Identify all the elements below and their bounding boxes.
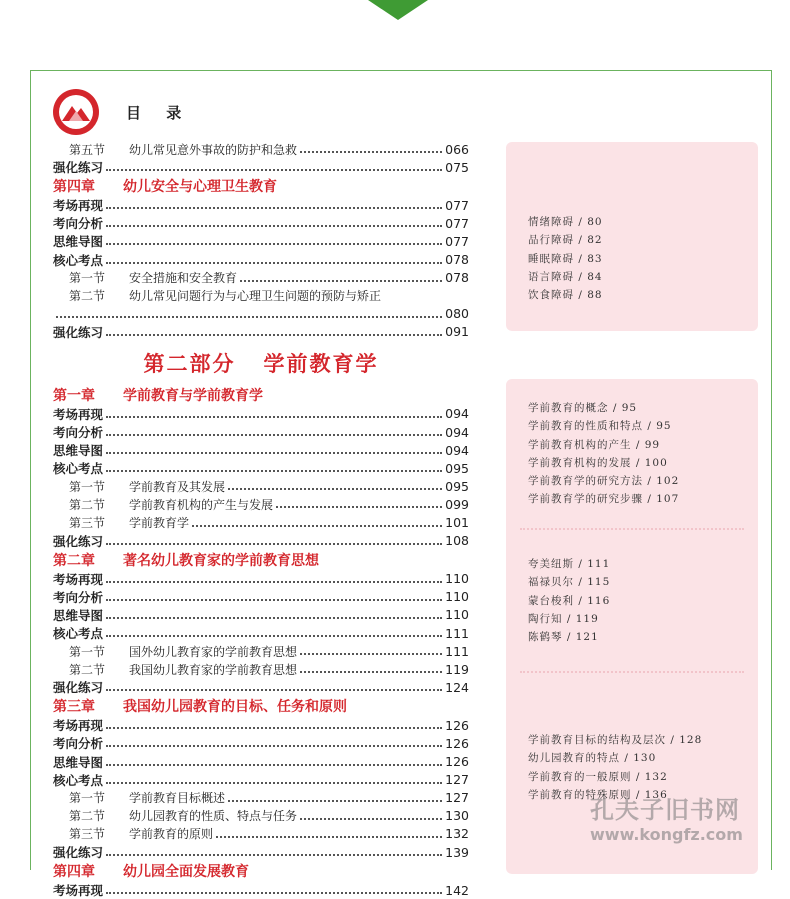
leader-dots: [228, 488, 442, 490]
section-number: 第一节: [69, 791, 106, 806]
divider: [520, 528, 744, 530]
leader-dots: [300, 653, 442, 655]
knowledge-point: 学前教育的一般原则 / 132: [528, 770, 668, 783]
page-number: 094: [445, 406, 469, 422]
knowledge-list: [528, 213, 603, 304]
toc-item[interactable]: [53, 459, 469, 477]
section-title: 幼儿常见意外事故的防护和急救: [129, 142, 298, 157]
section-title: 安全措施和安全教育: [129, 271, 238, 286]
toc-section[interactable]: [53, 287, 469, 305]
section-title: 幼儿园教育的性质、特点与任务: [129, 809, 298, 824]
page-number: 094: [445, 442, 469, 458]
leader-dots: [106, 470, 442, 472]
page-number: 111: [445, 625, 469, 641]
toc-chapter[interactable]: [53, 176, 469, 196]
page-number: 124: [445, 679, 469, 695]
page-number: 111: [445, 643, 469, 659]
toc-chapter[interactable]: [53, 696, 469, 716]
toc-item[interactable]: [53, 532, 469, 550]
page-number: 110: [445, 607, 469, 623]
toc-continuation[interactable]: [53, 305, 469, 323]
leader-dots: [240, 280, 442, 282]
leader-dots: [106, 581, 442, 583]
item-title: 强化练习: [53, 533, 104, 549]
knowledge-point: 陶行知 / 119: [528, 612, 599, 625]
page-number: 078: [445, 252, 469, 268]
toc-list: [53, 140, 469, 899]
chapter-number: 第四章: [53, 179, 95, 196]
item-title: 强化练习: [53, 160, 104, 176]
toc-item[interactable]: [53, 423, 469, 441]
knowledge-point: 情绪障碍 / 80: [528, 216, 603, 228]
chapter-title: 著名幼儿教育家的学前教育思想: [123, 552, 319, 569]
chapter-title: 学前教育与学前教育学: [123, 387, 263, 404]
page-number: 108: [445, 533, 469, 549]
leader-dots: [106, 434, 442, 436]
section-title: 学前教育及其发展: [129, 479, 226, 494]
item-title: 强化练习: [53, 324, 104, 340]
chapter-title: 我国幼儿园教育的目标、任务和原则: [123, 699, 347, 716]
leader-dots: [106, 262, 442, 264]
section-number: 第一节: [69, 644, 106, 659]
toc-item[interactable]: [53, 734, 469, 752]
leader-dots: [106, 207, 442, 209]
toc-item[interactable]: [53, 250, 469, 268]
toc-section[interactable]: [53, 477, 469, 495]
item-title: 考场再现: [53, 883, 104, 899]
part-number: 第二部分: [143, 351, 236, 376]
toc-item[interactable]: [53, 588, 469, 606]
toc-item[interactable]: [53, 214, 469, 232]
item-title: 考向分析: [53, 425, 104, 441]
toc-chapter[interactable]: [53, 385, 469, 405]
page-number: 095: [445, 460, 469, 476]
watermark-url: www.kongfz.com: [590, 825, 743, 844]
toc-item[interactable]: [53, 405, 469, 423]
page-number: 066: [445, 141, 469, 157]
knowledge-point: 饮食障碍 / 88: [528, 289, 603, 302]
item-title: 核心考点: [53, 461, 104, 477]
page-number: 094: [445, 424, 469, 440]
leader-dots: [106, 617, 442, 619]
section-number: 第一节: [69, 271, 106, 286]
knowledge-point: 学前教育的性质和特点 / 95: [528, 420, 672, 433]
page-number: 099: [445, 496, 469, 512]
leader-dots: [56, 316, 442, 318]
leader-dots: [106, 764, 442, 766]
section-title: 学前教育机构的产生与发展: [129, 497, 274, 512]
item-title: 核心考点: [53, 252, 104, 268]
toc-item[interactable]: [53, 158, 469, 176]
section-number: 第二节: [69, 497, 106, 512]
toc-section[interactable]: [53, 807, 469, 825]
chapter-title: 幼儿安全与心理卫生教育: [123, 179, 277, 196]
knowledge-point: 学前教育目标的结构及层次 / 128: [528, 734, 703, 746]
leader-dots: [106, 416, 442, 418]
toc-section[interactable]: [53, 825, 469, 843]
knowledge-point: 蒙台梭利 / 116: [528, 594, 611, 607]
knowledge-point: 睡眠障碍 / 83: [528, 252, 603, 265]
page-number: 110: [445, 589, 469, 605]
section-title: 幼儿常见问题行为与心理卫生问题的预防与矫正: [129, 289, 382, 304]
leader-dots: [106, 892, 442, 894]
leader-dots: [106, 599, 442, 601]
page-number: 126: [445, 735, 469, 751]
divider: [520, 671, 744, 673]
section-title: 学前教育目标概述: [129, 791, 226, 806]
item-title: 强化练习: [53, 680, 104, 696]
item-title: 考向分析: [53, 736, 104, 752]
toc-item[interactable]: [53, 570, 469, 588]
knowledge-point: 学前教育的概念 / 95: [528, 402, 638, 414]
page-number: 110: [445, 571, 469, 587]
page-number: 130: [445, 808, 469, 824]
leader-dots: [106, 745, 442, 747]
watermark: [590, 790, 770, 850]
leader-dots: [106, 854, 442, 856]
section-number: 第一节: [69, 479, 106, 494]
toc-section[interactable]: [53, 495, 469, 513]
toc-section[interactable]: [53, 269, 469, 287]
toc-section[interactable]: [53, 140, 469, 158]
page-number: 075: [445, 159, 469, 175]
part-title: 学前教育学: [263, 351, 379, 376]
page-number: 139: [445, 844, 469, 860]
toc-item[interactable]: [53, 753, 469, 771]
item-title: 考场再现: [53, 571, 104, 587]
knowledge-point: 学前教育学的研究方法 / 102: [528, 475, 680, 488]
toc-item[interactable]: [53, 716, 469, 734]
section-number: 第二节: [69, 289, 106, 304]
page-number: 077: [445, 215, 469, 231]
page-number: 077: [445, 197, 469, 213]
section-number: 第三节: [69, 516, 106, 531]
item-title: 考场再现: [53, 718, 104, 734]
page-number: 126: [445, 754, 469, 770]
leader-dots: [106, 543, 442, 545]
leader-dots: [300, 818, 442, 820]
page-number: 126: [445, 717, 469, 733]
page-number: 142: [445, 882, 469, 898]
knowledge-point: 幼儿园教育的特点 / 130: [528, 752, 657, 765]
leader-dots: [300, 671, 442, 673]
toc-item[interactable]: [53, 624, 469, 642]
knowledge-point: 语言障碍 / 84: [528, 270, 603, 283]
leader-dots: [106, 635, 442, 637]
section-title: 国外幼儿教育家的学前教育思想: [129, 644, 298, 659]
knowledge-point: 品行障碍 / 82: [528, 234, 603, 247]
toc-section[interactable]: [53, 789, 469, 807]
chapter-number: 第二章: [53, 552, 95, 569]
leader-dots: [106, 169, 442, 171]
section-number: 第二节: [69, 662, 106, 677]
knowledge-point: 学前教育机构的产生 / 99: [528, 438, 661, 451]
page-number: 078: [445, 270, 469, 286]
toc-item[interactable]: [53, 323, 469, 341]
knowledge-list: [528, 399, 679, 509]
toc-section[interactable]: [53, 660, 469, 678]
page-number: 095: [445, 478, 469, 494]
toc-item[interactable]: [53, 441, 469, 459]
leader-dots: [106, 225, 442, 227]
item-title: 思维导图: [53, 607, 104, 623]
page-number: 077: [445, 233, 469, 249]
leader-dots: [228, 800, 442, 802]
leader-dots: [106, 334, 442, 336]
section-number: 第三节: [69, 827, 106, 842]
school-emblem-icon: [52, 88, 100, 136]
toc-section[interactable]: [53, 514, 469, 532]
knowledge-list: [528, 555, 610, 646]
item-title: 考向分析: [53, 589, 104, 605]
leader-dots: [300, 151, 442, 153]
part-heading: [53, 341, 469, 385]
knowledge-point: 学前教育的特殊原则 / 136: [528, 788, 668, 801]
toc-item[interactable]: [53, 606, 469, 624]
item-title: 核心考点: [53, 772, 104, 788]
item-title: 考场再现: [53, 406, 104, 422]
knowledge-point: 陈鹤琴 / 121: [528, 631, 599, 644]
page-number: 127: [445, 772, 469, 788]
page-number: 127: [445, 790, 469, 806]
knowledge-point: 学前教育机构的发展 / 100: [528, 456, 668, 469]
toc-item[interactable]: [53, 678, 469, 696]
section-number: 第二节: [69, 809, 106, 824]
leader-dots: [276, 506, 442, 508]
page-number: 091: [445, 324, 469, 340]
item-title: 考向分析: [53, 216, 104, 232]
toc-item[interactable]: [53, 196, 469, 214]
chapter-number: 第一章: [53, 387, 95, 404]
leader-dots: [106, 782, 442, 784]
page-title: 目 录: [126, 104, 192, 122]
leader-dots: [106, 243, 442, 245]
leader-dots: [106, 452, 442, 454]
toc-item[interactable]: [53, 843, 469, 861]
page-number: 132: [445, 826, 469, 842]
section-title: 我国幼儿教育家的学前教育思想: [129, 662, 298, 677]
toc-chapter[interactable]: [53, 550, 469, 570]
leader-dots: [106, 689, 442, 691]
item-title: 思维导图: [53, 234, 104, 250]
knowledge-box-mental-health: [506, 142, 758, 331]
chapter-number: 第四章: [53, 864, 95, 881]
knowledge-point: 福禄贝尔 / 115: [528, 576, 611, 589]
page-number: 101: [445, 515, 469, 531]
item-title: 核心考点: [53, 626, 104, 642]
page-number: 119: [445, 661, 469, 677]
chapter-number: 第三章: [53, 699, 95, 716]
item-title: 思维导图: [53, 754, 104, 770]
page-number: 080: [445, 306, 469, 322]
chapter-title: 幼儿园全面发展教育: [123, 864, 249, 881]
top-arrow-icon: [368, 0, 428, 20]
knowledge-point: 学前教育学的研究步骤 / 107: [528, 493, 680, 506]
section-title: 学前教育的原则: [129, 827, 214, 842]
toc-item[interactable]: [53, 771, 469, 789]
leader-dots: [192, 525, 442, 527]
item-title: 考场再现: [53, 198, 104, 214]
toc-item[interactable]: [53, 232, 469, 250]
toc-section[interactable]: [53, 642, 469, 660]
section-number: 第五节: [69, 142, 106, 157]
watermark-text: 孔夫子旧书网: [590, 796, 740, 824]
toc-item[interactable]: [53, 881, 469, 899]
leader-dots: [216, 836, 442, 838]
item-title: 思维导图: [53, 443, 104, 459]
toc-chapter[interactable]: [53, 861, 469, 881]
knowledge-point: 夸美纽斯 / 111: [528, 558, 611, 570]
section-title: 学前教育学: [129, 516, 190, 531]
leader-dots: [106, 727, 442, 729]
item-title: 强化练习: [53, 845, 104, 861]
